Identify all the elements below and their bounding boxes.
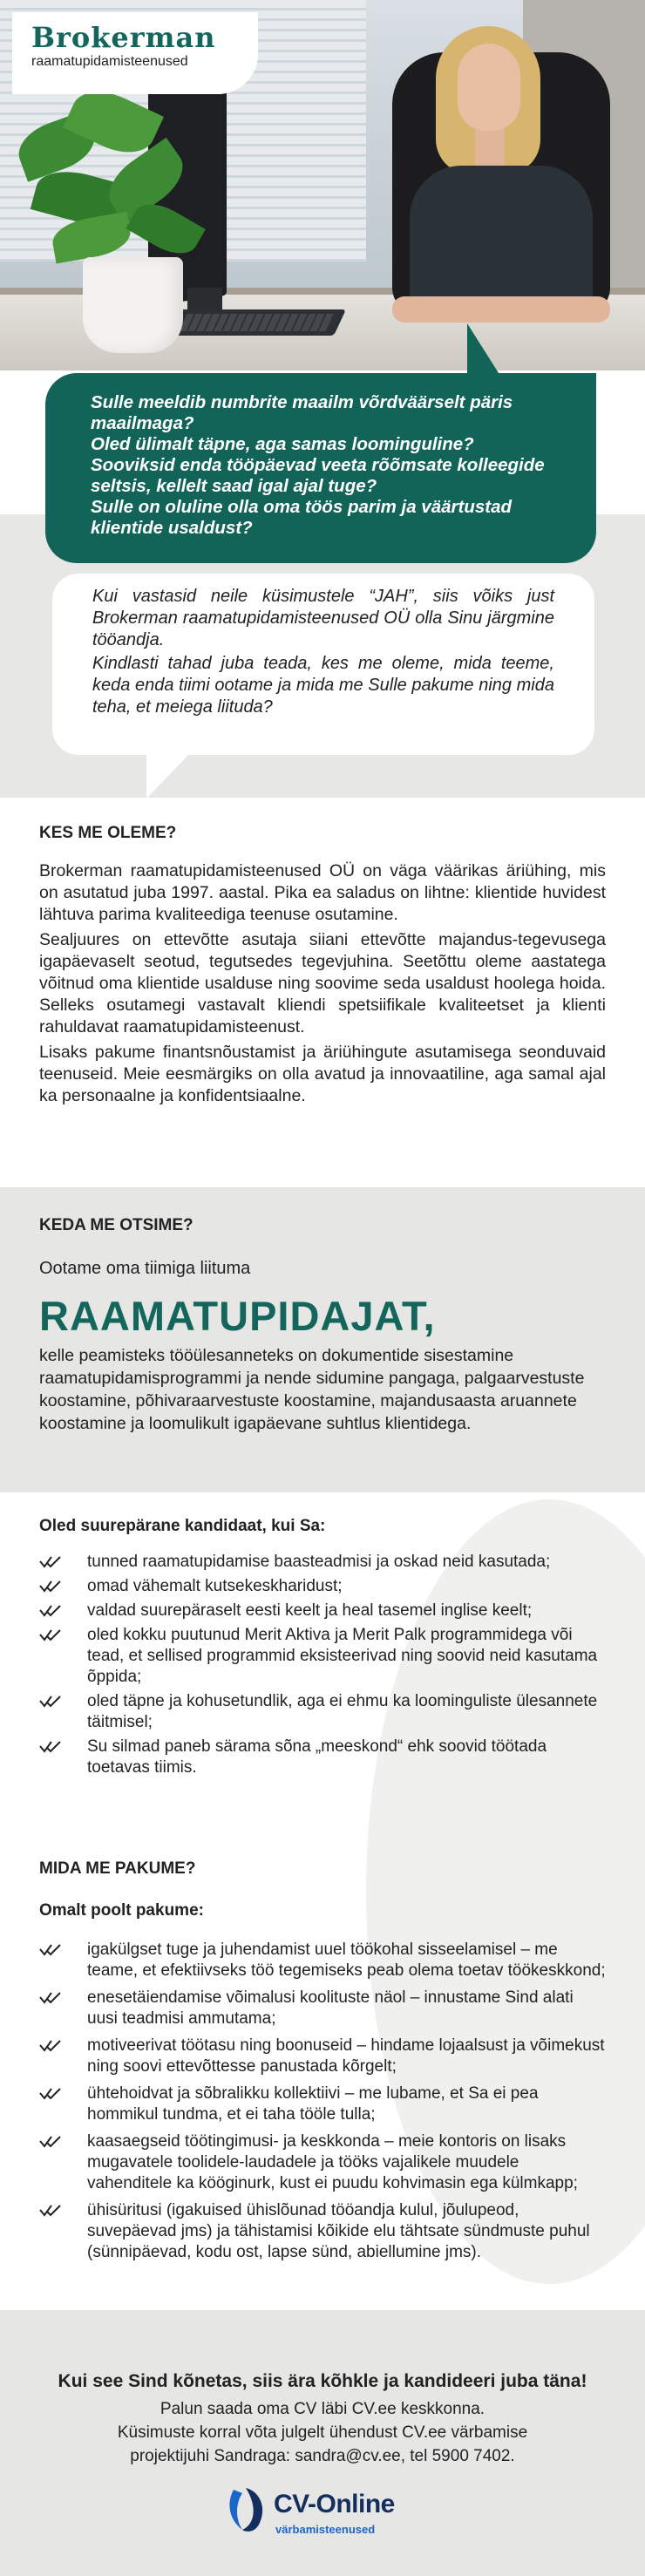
hero-photo: [0, 0, 645, 370]
seeking-lead: Ootame oma tiimiga liituma: [39, 1259, 251, 1278]
call-to-action: Kui see Sind kõnetas, siis ära kõhkle ja kandideeri juba täna!: [58, 2371, 587, 2391]
footer-line: Palun saada oma CV läbi CV.ee keskkonna.: [160, 2400, 485, 2418]
answer-text: Kui vastasid neile küsimustele “JAH”, siis võiks just Brokerman raamatupidamisteenused OÜ olla Sinu järgmine tööandja.: [92, 587, 554, 649]
about-heading: KES ME OLEME?: [39, 824, 177, 842]
cv-online-icon: [225, 2484, 270, 2533]
cv-online-logo: [225, 2484, 420, 2545]
check-icon: [39, 1629, 62, 1641]
seeking-section: [0, 1216, 645, 1435]
candidate-list: [39, 1552, 606, 1778]
brokerman-logo: [12, 12, 258, 94]
cv-logo-subtitle: värbamisteenused: [275, 2523, 376, 2536]
footer-text: [0, 2371, 645, 2468]
check-icon: [39, 2040, 62, 2052]
about-paragraph: Brokerman raamatupidamisteenused OÜ on väga väärikas äriühing, mis on asutatud juba 1997. aastal. Pika ea saladus on lihtne: klientide huvidest lähtuva parima kvaliteediga teenuse osutamine.: [39, 861, 606, 924]
list-item: oled täpne ja kohusetundlik, aga ei ehmu ka loominguliste ülesannete täitmisel;: [39, 1691, 606, 1733]
list-item: motiveerivat töötasu ning boonuseid – hindame lojaalsust ja võimekust ning soovi ettevõttesse panustada kõrgelt;: [39, 2036, 606, 2077]
offer-list: [39, 1940, 606, 2263]
candidate-heading: Oled suurepärane kandidaat, kui Sa:: [39, 1517, 326, 1535]
check-icon: [39, 2088, 62, 2100]
question: Sooviksid enda tööpäevad veeta rõõmsate kolleegide seltsis, kellelt saad igal ajal tuge?: [91, 455, 545, 496]
offer-subheading: Omalt poolt pakume:: [39, 1901, 204, 1920]
list-item: oled kokku puutunud Merit Aktiva ja Merit Palk programmidega või tead, et sellised programmid eksisteerivad ning soovid neid kasutama õppida;: [39, 1625, 606, 1688]
seeking-heading: KEDA ME OTSIME?: [39, 1216, 194, 1234]
question: Sulle on oluline olla oma töös parim ja väärtustad klientide usaldust?: [91, 497, 512, 538]
contact-line[interactable]: projektijuhi Sandraga: sandra@cv.ee, tel 5900 7402.: [130, 2447, 515, 2465]
question: Oled ülimalt täpne, aga samas loominguline?: [91, 434, 474, 454]
position-title: RAAMATUPIDAJAT,: [39, 1293, 436, 1339]
candidate-section: [0, 1517, 645, 1778]
check-icon: [39, 1944, 62, 1956]
question: Sulle meeldib numbrite maailm võrdväärselt päris maailmaga?: [91, 392, 513, 433]
list-item: Su silmad paneb särama sõna „meeskond“ ehk soovid töötada toetavas tiimis.: [39, 1737, 606, 1778]
answer-bubble: [52, 574, 594, 755]
check-icon: [39, 1741, 62, 1753]
plant-pot: [83, 257, 183, 353]
list-item: ühisüritusi (igakuised ühislõunad tööandja kulul, jõulupeod, suvepäevad jms) ja tähistamisi kõikide elu tähtsate sündmuste puhul (sünnipäevad, kodu ost, lapse sünd, abiellumine jms).: [39, 2200, 606, 2263]
questions-bubble: [45, 373, 596, 563]
check-icon: [39, 1580, 62, 1593]
logo-brand: Brokerman: [31, 21, 216, 54]
footer-line: Küsimuste korral võta julgelt ühendust CV.ee värbamise: [117, 2423, 528, 2442]
check-icon: [39, 1556, 62, 1568]
offer-section: [0, 1859, 645, 2263]
about-paragraph: Lisaks pakume finantsnõustamist ja äriühingute asutamisega seonduvaid teenuseid. Meie eesmärgiks on olla avatud ja innovaatiline, aga samal ajal ka personaalne ja konfidentsiaalne.: [39, 1043, 606, 1105]
list-item: igakülgset tuge ja juhendamist uuel töökohal sisseelamisel – me teame, et efektiivseks töö tegemiseks peab olema toetav töökeskkond;: [39, 1940, 606, 1981]
list-item: enesetäiendamise võimalusi koolituste näol – innustame Sind alati uusi teadmisi ammutama;: [39, 1988, 606, 2029]
check-icon: [39, 1992, 62, 2004]
list-item: ühtehoidvat ja sõbralikku kollektiivi – me lubame, et Sa ei pea hommikul tundma, et ei taha tööle tulla;: [39, 2083, 606, 2125]
list-item: tunned raamatupidamise baasteadmisi ja oskad neid kasutada;: [39, 1552, 606, 1573]
list-item: omad vähemalt kutsekeskharidust;: [39, 1576, 606, 1597]
list-item: kaasaegseid töötingimusi- ja keskkonda – meie kontoris on lisaks mugavatele toolidele-laudadele ja tööks vajalikele muudele vahenditele ka kööginurk, kust ei puudu kohvimasin ega külmkapp;: [39, 2131, 606, 2194]
check-icon: [39, 2205, 62, 2217]
check-icon: [39, 2136, 62, 2148]
answer-text: Kindlasti tahad juba teada, kes me oleme, mida teeme, keda enda tiimi ootame ja mida me Sulle pakume ning mida teha, et meiega liituda?: [92, 654, 554, 717]
check-icon: [39, 1605, 62, 1617]
position-description: kelle peamisteks tööülesanneteks on dokumentide sisestamine raamatupidamisprogrammi ja nende sidumine pangaga, palgaarvestuste koostamine, põhivaraarvestuste koostamine, majandusaasta aruannete koostamine ja loomulikult igapäevane suhtlus klientidega.: [39, 1346, 585, 1433]
check-icon: [39, 1696, 62, 1708]
about-paragraph: Sealjuures on ettevõtte asutaja siiani ettevõtte majandus-tegevusega igapäevaselt seotud, tegutsedes tegevjuhina. Seetõttu oleme aastatega võitnud oma klientide usalduse ning soovime seda usaldust hoolega hoida. Selleks osutamegi vastavalt kliendi spetsiifikale kvaliteetset ja klienti rahuldavat raamatupidamisteenust.: [39, 930, 606, 1037]
logo-subtitle: raamatupidamisteenused: [31, 54, 188, 69]
offer-heading: MIDA ME PAKUME?: [39, 1859, 196, 1878]
about-section: [0, 824, 645, 1107]
cv-logo-name: CV-Online: [274, 2490, 395, 2518]
list-item: valdad suurepäraselt eesti keelt ja heal tasemel inglise keelt;: [39, 1601, 606, 1621]
